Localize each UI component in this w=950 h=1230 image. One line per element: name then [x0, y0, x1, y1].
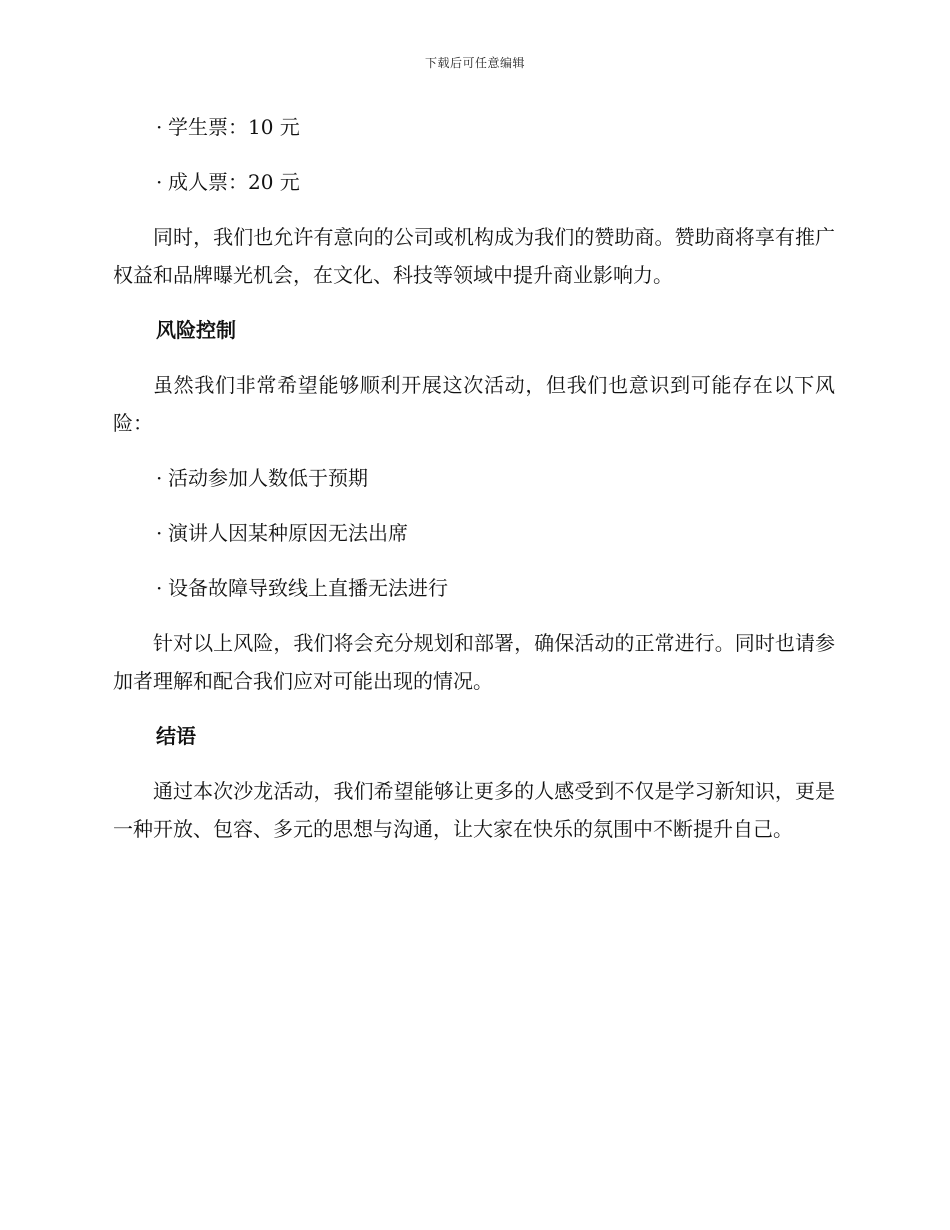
body-paragraph: 通过本次沙龙活动，我们希望能够让更多的人感受到不仅是学习新知识，更是一种开放、包容、多元的思想与沟通，让大家在快乐的氛围中不断提升自己。 — [113, 779, 835, 841]
bullet-text: 活动参加人数低于预期 — [168, 466, 368, 490]
bullet-item — [113, 569, 835, 607]
bullet-text: 成人票：20 元 — [168, 170, 300, 194]
bullet-item — [113, 514, 835, 552]
section-heading: 结语 — [156, 724, 196, 748]
document-body — [113, 108, 835, 865]
bullet-text: 学生票：10 元 — [168, 115, 300, 139]
bullet-text: 设备故障导致线上直播无法进行 — [168, 576, 448, 600]
page-header: 下载后可任意编辑 — [424, 56, 525, 70]
bullet-dot-icon: · — [156, 576, 163, 600]
bullet-dot-icon: · — [156, 466, 163, 490]
body-paragraph: 虽然我们非常希望能够顺利开展这次活动，但我们也意识到可能存在以下风险： — [113, 373, 835, 435]
bullet-item — [113, 108, 835, 146]
section-heading: 风险控制 — [156, 318, 236, 342]
bullet-dot-icon: · — [156, 115, 163, 139]
bullet-text: 演讲人因某种原因无法出席 — [168, 521, 408, 545]
bullet-dot-icon: · — [156, 170, 163, 194]
bullet-dot-icon: · — [156, 521, 163, 545]
bullet-item — [113, 163, 835, 201]
body-paragraph: 同时，我们也允许有意向的公司或机构成为我们的赞助商。赞助商将享有推广权益和品牌曝光机会，在文化、科技等领域中提升商业影响力。 — [113, 225, 835, 287]
body-paragraph: 针对以上风险，我们将会充分规划和部署，确保活动的正常进行。同时也请参加者理解和配合我们应对可能出现的情况。 — [113, 631, 835, 693]
bullet-item — [113, 459, 835, 497]
